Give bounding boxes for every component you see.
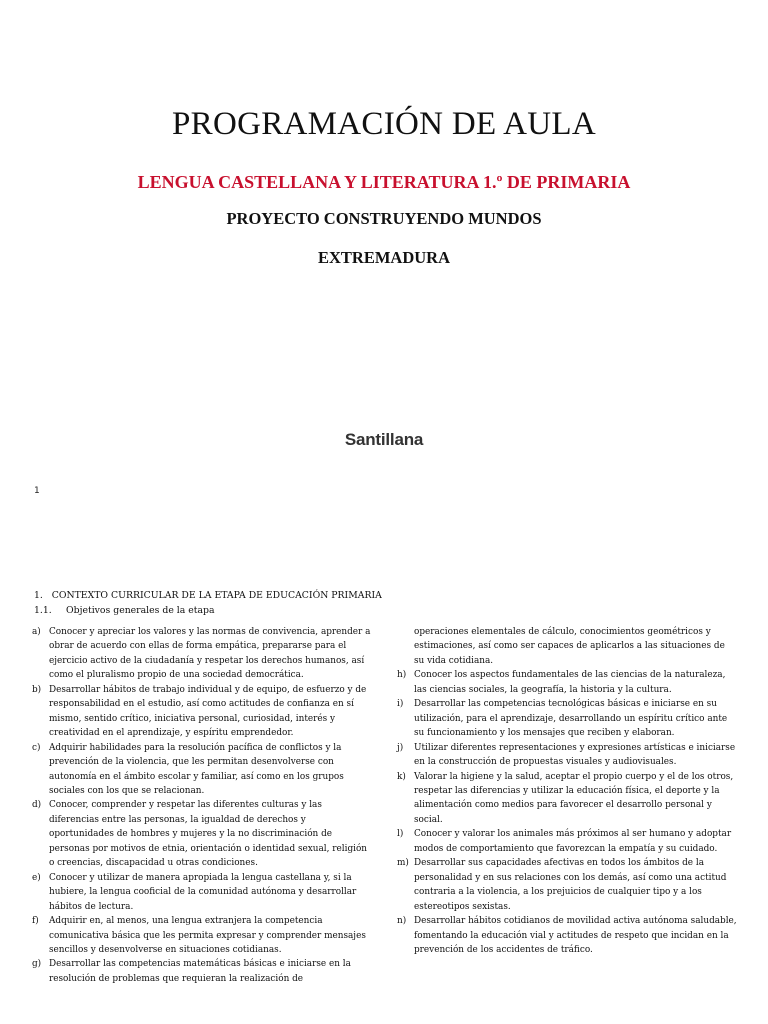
objective-item xyxy=(32,741,372,799)
region-title: EXTREMADURA xyxy=(318,248,450,267)
page-number: 1 xyxy=(34,486,40,496)
objective-item xyxy=(32,957,372,986)
objective-marker: i) xyxy=(397,699,404,710)
objective-text: Conocer y valorar los animales más próximos al ser humano y adoptar modos de comportamiento que favorezcan la empatía y su cuidado. xyxy=(414,829,732,854)
objective-text: Desarrollar sus capacidades afectivas en todos los ámbitos de la personalidad y en sus relaciones con los demás, así como una actitud contraria a la violencia, a los prejuicios de cualquier tipo y a los estereotipos sexistas. xyxy=(414,858,727,912)
objective-text: Desarrollar las competencias tecnológicas básicas e iniciarse en su utilización, para el aprendizaje, desarrollando un espíritu crítico ante su funcionamiento y los mensajes que reciben y elaboran. xyxy=(414,699,728,739)
objectives-column-left xyxy=(32,625,372,986)
objective-marker: e) xyxy=(32,872,41,883)
objective-item xyxy=(32,914,372,957)
subsection-title: Objetivos generales de la etapa xyxy=(66,605,215,616)
objective-item xyxy=(397,770,737,828)
objective-continuation: operaciones elementales de cálculo, conocimientos geométricos y estimaciones, así como ser capaces de aplicarlos a las situaciones de su vida cotidiana. xyxy=(414,627,725,666)
project-title: PROYECTO CONSTRUYENDO MUNDOS xyxy=(226,209,542,228)
objective-text: Conocer y utilizar de manera apropiada la lengua castellana y, si la hubiere, la lengua cooficial de la comunidad autónoma y desarrollar hábitos de lectura. xyxy=(49,872,357,912)
objective-item xyxy=(397,668,737,697)
objective-text: Valorar la higiene y la salud, aceptar el propio cuerpo y el de los otros, respetar las diferencias y utilizar la educación física, el deporte y la alimentación como medios para favorecer el desarrollo personal y social. xyxy=(414,771,734,825)
objective-text: Desarrollar las competencias matemáticas básicas e iniciarse en la resolución de problemas que requieran la realización de xyxy=(49,959,351,984)
objective-text: Conocer y apreciar los valores y las normas de convivencia, aprender a obrar de acuerdo con ellas de forma empática, prepararse para el ejercicio activo de la ciudadanía y respetar los derechos humanos, así como el pluralismo propio de una sociedad democrática. xyxy=(49,627,371,681)
objective-text: Desarrollar hábitos cotidianos de movilidad activa autónoma saludable, fomentando la educación vial y actitudes de respeto que incidan en la prevención de los accidentes de tráfico. xyxy=(414,916,737,955)
objective-item xyxy=(397,827,737,856)
objective-marker: m) xyxy=(397,858,409,869)
objectives-column-right xyxy=(397,625,737,957)
objective-marker: d) xyxy=(32,800,42,811)
objective-marker: n) xyxy=(397,916,407,927)
objective-marker: j) xyxy=(397,742,404,753)
objective-marker: a) xyxy=(32,627,41,637)
section-heading: 1. CONTEXTO CURRICULAR DE LA ETAPA DE EDUCACIÓN PRIMARIA xyxy=(34,590,382,601)
objective-text: Desarrollar hábitos de trabajo individual y de equipo, de esfuerzo y de responsabilidad en el estudio, así como actitudes de confianza en sí mismo, sentido crítico, iniciativa personal, curiosidad, interés y creatividad en el aprendizaje, y espíritu emprendedor. xyxy=(49,684,367,739)
objective-text: Conocer los aspectos fundamentales de las ciencias de la naturaleza, las ciencias sociales, la geografía, la historia y la cultura. xyxy=(414,670,726,695)
objective-text: Conocer, comprender y respetar las diferentes culturas y las diferencias entre las personas, la igualdad de derechos y oportunidades de hombres y mujeres y la no discriminación de personas por motivos de etnia, orientación o identidad sexual, religión o creencias, discapacidad u otras condiciones. xyxy=(49,800,368,869)
objective-marker: h) xyxy=(397,670,407,681)
objective-item xyxy=(32,683,372,741)
objective-item xyxy=(397,856,737,914)
objective-item xyxy=(32,798,372,870)
objective-marker: g) xyxy=(32,959,42,970)
objective-marker: k) xyxy=(397,771,406,782)
objective-item xyxy=(32,871,372,914)
objective-marker: l) xyxy=(397,829,404,840)
objective-marker: f) xyxy=(32,916,39,927)
objective-item xyxy=(397,914,737,957)
subsection-number: 1.1. xyxy=(34,605,52,616)
objective-text: Utilizar diferentes representaciones y expresiones artísticas e iniciarse en la construcción de propuestas visuales y audiovisuales. xyxy=(414,742,736,768)
objective-text: Adquirir habilidades para la resolución pacífica de conflictos y la prevención de la violencia, que les permitan desenvolverse con autonomía en el ámbito escolar y familiar, así como en los grupos sociales con los que se relacionan. xyxy=(49,742,344,796)
subsection-heading xyxy=(34,605,215,616)
subject-subtitle: LENGUA CASTELLANA Y LITERATURA 1.º DE PRIMARIA xyxy=(137,172,631,192)
document-title: PROGRAMACIÓN DE AULA xyxy=(171,106,597,142)
objective-marker: b) xyxy=(32,684,42,695)
objective-item xyxy=(397,697,737,740)
objective-item xyxy=(32,625,372,683)
objective-text: Adquirir en, al menos, una lengua extranjera la competencia comunicativa básica que les permita expresar y comprender mensajes sencillos y desenvolverse en situaciones cotidianas. xyxy=(49,916,366,955)
objective-marker: c) xyxy=(32,742,41,753)
objective-item xyxy=(397,741,737,770)
publisher-logo: Santillana xyxy=(344,430,424,449)
